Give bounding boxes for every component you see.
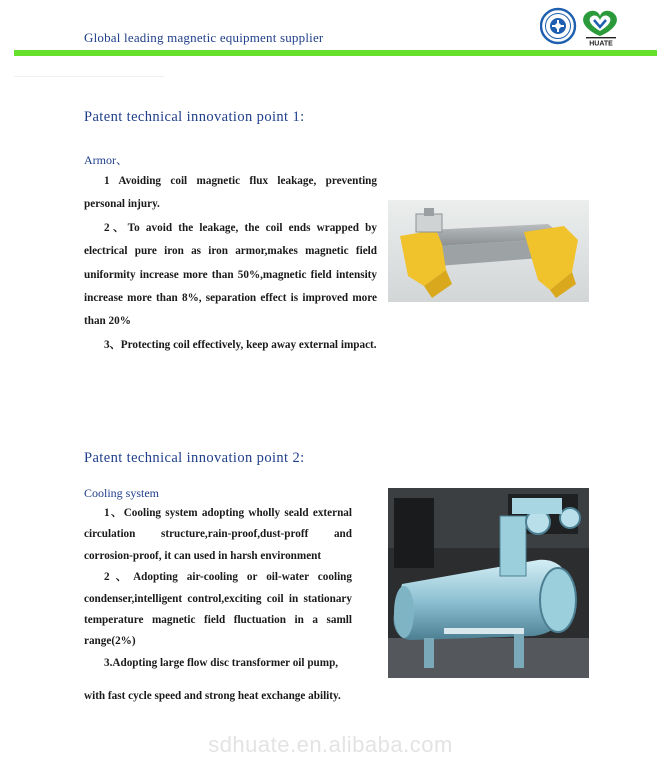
section-2-item: 1、Cooling system adopting wholly seald external circulation structure,rain-proof,dust-proff and corrosion-proof, it can used in harsh environment xyxy=(84,507,352,562)
section-1-item: 2、To avoid the leakage, the coil ends wrapped by electrical pure iron as iron armor,makes magnetic field uniformity increase more than 50%,magnetic field intensity increase more than 8%, separation effect is improved more than 20% xyxy=(84,221,377,328)
round-emblem-icon xyxy=(541,9,575,43)
section-2-body xyxy=(84,503,352,674)
section-1-item: 1 Avoiding coil magnetic flux leakage, preventing personal injury. xyxy=(84,175,377,211)
section-1-title-text: Patent technical innovation point 1 xyxy=(84,109,301,125)
huate-logo-icon xyxy=(583,11,617,46)
section-2-title-text: Patent technical innovation point 2 xyxy=(84,450,301,466)
section-2-title xyxy=(84,450,305,467)
section-2-last-line-text: with fast cycle speed and strong heat exchange ability. xyxy=(84,690,341,702)
watermark-text: sdhuate.en.alibaba.com xyxy=(208,732,453,757)
section-1-subtitle xyxy=(84,151,128,168)
section-2-item: 2、Adopting air-cooling or oil-water cooling condenser,intelligent control,exciting coil in stationary temperature magnetic field fluctuation in a samll range(2%) xyxy=(84,571,352,648)
section-2-subtitle: Cooling system xyxy=(84,486,160,500)
section-1-title-colon: : xyxy=(300,109,305,125)
company-logos xyxy=(540,6,624,46)
section-2-title-colon: : xyxy=(300,450,305,466)
header-tagline: Global leading magnetic equipment supplier xyxy=(84,30,324,45)
section-1-item: 3、Protecting coil effectively, keep away external impact. xyxy=(104,338,377,351)
armor-magnet-photo xyxy=(388,200,589,302)
section-2-last-line xyxy=(84,685,384,708)
cooling-system-photo xyxy=(388,488,589,678)
divider xyxy=(14,76,164,77)
section-1-subtitle-mark: 、 xyxy=(116,153,129,167)
logo-text: HUATE xyxy=(589,40,613,46)
section-2-item: 3.Adopting large flow disc transformer oil pump, xyxy=(104,656,339,669)
header-accent-bar xyxy=(14,50,657,56)
section-1-body xyxy=(84,170,377,357)
section-1-subtitle-text: Armor xyxy=(84,153,116,167)
section-1-title xyxy=(84,109,305,126)
